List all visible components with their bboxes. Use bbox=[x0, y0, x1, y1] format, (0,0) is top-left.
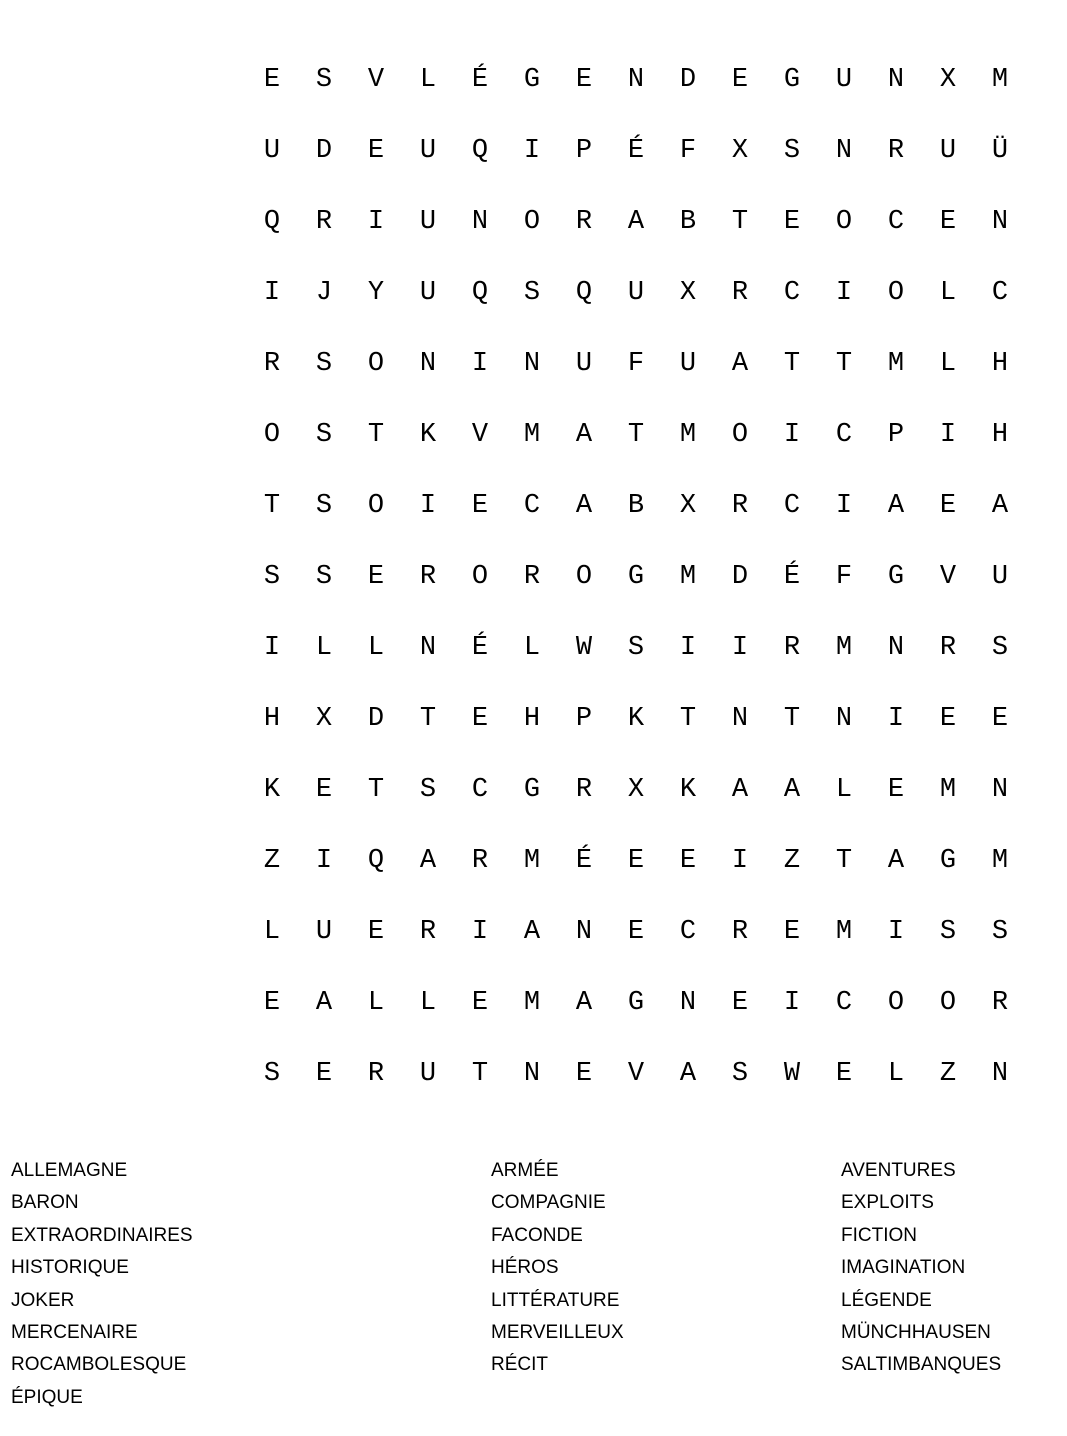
grid-letter[interactable]: R bbox=[731, 278, 749, 308]
grid-letter[interactable]: S bbox=[783, 136, 801, 166]
grid-letter[interactable]: E bbox=[627, 846, 645, 876]
grid-letter[interactable]: R bbox=[523, 562, 541, 592]
word-list bbox=[0, 1155, 1067, 1425]
grid-letter[interactable]: C bbox=[523, 491, 541, 521]
grid-letter[interactable]: L bbox=[263, 917, 281, 947]
grid-letter[interactable]: T bbox=[783, 349, 801, 379]
grid-letter[interactable]: S bbox=[315, 65, 333, 95]
grid-letter[interactable]: A bbox=[575, 491, 593, 521]
grid-letter[interactable]: N bbox=[835, 704, 853, 734]
grid-letter[interactable]: N bbox=[835, 136, 853, 166]
grid-letter[interactable]: L bbox=[523, 633, 541, 663]
grid-letter[interactable]: L bbox=[835, 775, 853, 805]
grid-letter[interactable]: T bbox=[679, 704, 697, 734]
grid-letter[interactable]: B bbox=[679, 207, 697, 237]
grid-letter[interactable]: K bbox=[263, 775, 281, 805]
grid-letter[interactable]: S bbox=[315, 420, 333, 450]
grid-letter[interactable]: U bbox=[419, 207, 437, 237]
grid-letter[interactable]: É bbox=[783, 562, 801, 592]
grid-letter[interactable]: M bbox=[835, 633, 853, 663]
grid-letter[interactable]: É bbox=[471, 65, 489, 95]
grid-letter[interactable]: E bbox=[471, 988, 489, 1018]
grid-letter[interactable]: S bbox=[523, 278, 541, 308]
grid-letter[interactable]: O bbox=[887, 278, 905, 308]
grid-letter[interactable]: F bbox=[627, 349, 645, 379]
grid-letter[interactable]: W bbox=[575, 633, 593, 663]
grid-letter[interactable]: N bbox=[575, 917, 593, 947]
grid-letter[interactable]: Q bbox=[575, 278, 593, 308]
grid-letter[interactable]: X bbox=[679, 278, 697, 308]
word-item: BARON bbox=[11, 1192, 79, 1213]
grid-letter[interactable]: E bbox=[315, 1059, 333, 1089]
word-item: JOKER bbox=[11, 1290, 75, 1311]
grid-letter[interactable]: Y bbox=[367, 278, 385, 308]
grid-letter[interactable]: G bbox=[783, 65, 801, 95]
grid-letter[interactable]: N bbox=[627, 65, 645, 95]
grid-letter[interactable]: M bbox=[679, 562, 697, 592]
grid-letter[interactable]: O bbox=[887, 988, 905, 1018]
grid-letter[interactable]: N bbox=[991, 775, 1009, 805]
grid-letter[interactable]: E bbox=[783, 207, 801, 237]
grid-letter[interactable]: I bbox=[523, 136, 541, 166]
grid-letter[interactable]: F bbox=[679, 136, 697, 166]
grid-letter[interactable]: R bbox=[315, 207, 333, 237]
word-item: COMPAGNIE bbox=[491, 1192, 606, 1213]
grid-letter[interactable]: S bbox=[731, 1059, 749, 1089]
grid-letter[interactable]: N bbox=[523, 1059, 541, 1089]
grid-letter[interactable]: T bbox=[367, 420, 385, 450]
grid-letter[interactable]: V bbox=[471, 420, 489, 450]
grid-letter[interactable]: E bbox=[367, 136, 385, 166]
grid-letter[interactable]: M bbox=[523, 846, 541, 876]
word-item: ÉPIQUE bbox=[11, 1387, 83, 1408]
grid-letter[interactable]: J bbox=[315, 278, 333, 308]
grid-letter[interactable]: L bbox=[939, 349, 957, 379]
grid-letter[interactable]: I bbox=[939, 420, 957, 450]
grid-letter[interactable]: Ü bbox=[991, 136, 1009, 166]
grid-letter[interactable]: Z bbox=[939, 1059, 957, 1089]
grid-letter[interactable]: A bbox=[731, 775, 749, 805]
grid-letter[interactable]: É bbox=[575, 846, 593, 876]
grid-letter[interactable]: X bbox=[679, 491, 697, 521]
grid-letter[interactable]: R bbox=[367, 1059, 385, 1089]
grid-letter[interactable]: Z bbox=[783, 846, 801, 876]
grid-letter[interactable]: E bbox=[991, 704, 1009, 734]
grid-letter[interactable]: U bbox=[627, 278, 645, 308]
grid-letter[interactable]: U bbox=[939, 136, 957, 166]
grid-letter[interactable]: U bbox=[419, 136, 437, 166]
word-item: ALLEMAGNE bbox=[11, 1160, 128, 1181]
grid-letter[interactable]: N bbox=[991, 1059, 1009, 1089]
grid-letter[interactable]: I bbox=[783, 988, 801, 1018]
grid-letter[interactable]: A bbox=[575, 420, 593, 450]
grid-letter[interactable]: O bbox=[367, 349, 385, 379]
grid-letter[interactable]: C bbox=[783, 491, 801, 521]
grid-letter[interactable]: A bbox=[627, 207, 645, 237]
grid-letter[interactable]: N bbox=[887, 65, 905, 95]
grid-letter[interactable]: K bbox=[679, 775, 697, 805]
grid-letter[interactable]: I bbox=[263, 278, 281, 308]
grid-letter[interactable]: O bbox=[263, 420, 281, 450]
grid-letter[interactable]: I bbox=[679, 633, 697, 663]
grid-letter[interactable]: V bbox=[939, 562, 957, 592]
grid-letter[interactable]: R bbox=[783, 633, 801, 663]
grid-letter[interactable]: T bbox=[471, 1059, 489, 1089]
grid-letter[interactable]: N bbox=[523, 349, 541, 379]
grid-letter[interactable]: P bbox=[887, 420, 905, 450]
grid-letter[interactable]: L bbox=[939, 278, 957, 308]
grid-letter[interactable]: A bbox=[731, 349, 749, 379]
grid-letter[interactable]: X bbox=[731, 136, 749, 166]
grid-letter[interactable]: Q bbox=[471, 278, 489, 308]
grid-letter[interactable]: T bbox=[367, 775, 385, 805]
grid-letter[interactable]: C bbox=[835, 420, 853, 450]
word-item: RÉCIT bbox=[491, 1354, 548, 1375]
grid-letter[interactable]: R bbox=[575, 775, 593, 805]
grid-letter[interactable]: A bbox=[679, 1059, 697, 1089]
grid-letter[interactable]: Q bbox=[471, 136, 489, 166]
grid-letter[interactable]: S bbox=[263, 1059, 281, 1089]
word-item: HÉROS bbox=[491, 1257, 559, 1278]
grid-letter[interactable]: I bbox=[315, 846, 333, 876]
grid-letter[interactable]: N bbox=[679, 988, 697, 1018]
grid-letter[interactable]: A bbox=[783, 775, 801, 805]
grid-letter[interactable]: G bbox=[523, 775, 541, 805]
grid-letter[interactable]: O bbox=[367, 491, 385, 521]
word-item: AVENTURES bbox=[841, 1160, 956, 1181]
grid-letter[interactable]: Q bbox=[367, 846, 385, 876]
word-item: IMAGINATION bbox=[841, 1257, 966, 1278]
grid-letter[interactable]: F bbox=[835, 562, 853, 592]
grid-letter[interactable]: E bbox=[835, 1059, 853, 1089]
grid-letter[interactable]: N bbox=[991, 207, 1009, 237]
grid-letter[interactable]: U bbox=[835, 65, 853, 95]
grid-letter[interactable]: E bbox=[367, 917, 385, 947]
grid-letter[interactable]: C bbox=[887, 207, 905, 237]
grid-letter[interactable]: E bbox=[939, 207, 957, 237]
grid-letter[interactable]: I bbox=[783, 420, 801, 450]
grid-letter[interactable]: U bbox=[315, 917, 333, 947]
grid-letter[interactable]: E bbox=[367, 562, 385, 592]
grid-letter[interactable]: N bbox=[731, 704, 749, 734]
grid-letter[interactable]: T bbox=[783, 704, 801, 734]
grid-letter[interactable]: O bbox=[471, 562, 489, 592]
grid-letter[interactable]: B bbox=[627, 491, 645, 521]
grid-letter[interactable]: H bbox=[991, 420, 1009, 450]
grid-letter[interactable]: É bbox=[627, 136, 645, 166]
word-item: EXPLOITS bbox=[841, 1192, 934, 1213]
grid-letter[interactable]: V bbox=[367, 65, 385, 95]
grid-letter[interactable]: L bbox=[315, 633, 333, 663]
grid-letter[interactable]: E bbox=[939, 704, 957, 734]
word-item: SALTIMBANQUES bbox=[841, 1354, 1002, 1375]
grid-letter[interactable]: U bbox=[679, 349, 697, 379]
grid-letter[interactable]: R bbox=[887, 136, 905, 166]
grid-letter[interactable]: R bbox=[263, 349, 281, 379]
grid-letter[interactable]: R bbox=[419, 562, 437, 592]
grid-letter[interactable]: D bbox=[679, 65, 697, 95]
grid-letter[interactable]: C bbox=[835, 988, 853, 1018]
grid-letter[interactable]: X bbox=[939, 65, 957, 95]
grid-letter[interactable]: I bbox=[887, 917, 905, 947]
grid-letter[interactable]: I bbox=[471, 917, 489, 947]
grid-letter[interactable]: W bbox=[783, 1059, 801, 1089]
grid-letter[interactable]: O bbox=[523, 207, 541, 237]
grid-letter[interactable]: T bbox=[835, 349, 853, 379]
word-item: MERCENAIRE bbox=[11, 1322, 138, 1343]
grid-letter[interactable]: I bbox=[419, 491, 437, 521]
grid-letter[interactable]: A bbox=[991, 491, 1009, 521]
grid-letter[interactable]: R bbox=[471, 846, 489, 876]
grid-letter[interactable]: K bbox=[627, 704, 645, 734]
grid-letter[interactable]: E bbox=[627, 917, 645, 947]
grid-letter[interactable]: I bbox=[835, 491, 853, 521]
grid-letter[interactable]: D bbox=[731, 562, 749, 592]
grid-letter[interactable]: S bbox=[991, 917, 1009, 947]
grid-letter[interactable]: N bbox=[419, 633, 437, 663]
grid-letter[interactable]: E bbox=[315, 775, 333, 805]
grid-letter[interactable]: R bbox=[939, 633, 957, 663]
grid-letter[interactable]: X bbox=[627, 775, 645, 805]
grid-letter[interactable]: R bbox=[991, 988, 1009, 1018]
grid-letter[interactable]: E bbox=[939, 491, 957, 521]
grid-letter[interactable]: U bbox=[575, 349, 593, 379]
grid-letter[interactable]: L bbox=[887, 1059, 905, 1089]
grid-letter[interactable]: M bbox=[523, 988, 541, 1018]
grid-letter[interactable]: R bbox=[731, 491, 749, 521]
grid-letter[interactable]: P bbox=[575, 704, 593, 734]
grid-letter[interactable]: E bbox=[679, 846, 697, 876]
grid-letter[interactable]: I bbox=[731, 633, 749, 663]
grid-letter[interactable]: N bbox=[887, 633, 905, 663]
grid-letter[interactable]: S bbox=[315, 562, 333, 592]
word-item: MÜNCHHAUSEN bbox=[841, 1322, 991, 1343]
grid-letter[interactable]: E bbox=[263, 65, 281, 95]
grid-letter[interactable]: I bbox=[471, 349, 489, 379]
letter-grid bbox=[246, 45, 1026, 1110]
grid-letter[interactable]: O bbox=[731, 420, 749, 450]
grid-letter[interactable]: E bbox=[471, 491, 489, 521]
grid-letter[interactable]: A bbox=[523, 917, 541, 947]
grid-letter[interactable]: H bbox=[991, 349, 1009, 379]
grid-letter[interactable]: U bbox=[419, 278, 437, 308]
word-item: FICTION bbox=[841, 1225, 917, 1246]
grid-letter[interactable]: S bbox=[991, 633, 1009, 663]
grid-letter[interactable]: H bbox=[263, 704, 281, 734]
grid-letter[interactable]: U bbox=[419, 1059, 437, 1089]
grid-letter[interactable]: I bbox=[731, 846, 749, 876]
grid-letter[interactable]: E bbox=[783, 917, 801, 947]
grid-letter[interactable]: C bbox=[991, 278, 1009, 308]
grid-letter[interactable]: G bbox=[523, 65, 541, 95]
word-item: MERVEILLEUX bbox=[491, 1322, 624, 1343]
grid-letter[interactable]: O bbox=[575, 562, 593, 592]
grid-letter[interactable]: L bbox=[367, 633, 385, 663]
grid-letter[interactable]: T bbox=[731, 207, 749, 237]
grid-letter[interactable]: C bbox=[471, 775, 489, 805]
word-item: LÉGENDE bbox=[841, 1290, 932, 1311]
grid-letter[interactable]: L bbox=[367, 988, 385, 1018]
grid-letter[interactable]: I bbox=[263, 633, 281, 663]
grid-letter[interactable]: S bbox=[419, 775, 437, 805]
grid-letter[interactable]: K bbox=[419, 420, 437, 450]
grid-letter[interactable]: A bbox=[419, 846, 437, 876]
grid-letter[interactable]: T bbox=[835, 846, 853, 876]
grid-letter[interactable]: R bbox=[575, 207, 593, 237]
grid-letter[interactable]: G bbox=[627, 988, 645, 1018]
grid-letter[interactable]: A bbox=[887, 846, 905, 876]
grid-letter[interactable]: Q bbox=[263, 207, 281, 237]
grid-letter[interactable]: S bbox=[939, 917, 957, 947]
grid-letter[interactable]: E bbox=[471, 704, 489, 734]
grid-letter[interactable]: R bbox=[731, 917, 749, 947]
grid-letter[interactable]: M bbox=[835, 917, 853, 947]
grid-letter[interactable]: G bbox=[627, 562, 645, 592]
grid-letter[interactable]: E bbox=[263, 988, 281, 1018]
grid-letter[interactable]: E bbox=[731, 65, 749, 95]
grid-letter[interactable]: S bbox=[315, 349, 333, 379]
grid-letter[interactable]: L bbox=[419, 988, 437, 1018]
grid-letter[interactable]: D bbox=[367, 704, 385, 734]
grid-letter[interactable]: V bbox=[627, 1059, 645, 1089]
word-item: FACONDE bbox=[491, 1225, 583, 1246]
grid-letter[interactable]: L bbox=[419, 65, 437, 95]
grid-letter[interactable]: M bbox=[523, 420, 541, 450]
grid-letter[interactable]: S bbox=[263, 562, 281, 592]
grid-letter[interactable]: I bbox=[835, 278, 853, 308]
grid-letter[interactable]: A bbox=[575, 988, 593, 1018]
grid-letter[interactable]: H bbox=[523, 704, 541, 734]
grid-letter[interactable]: C bbox=[783, 278, 801, 308]
grid-letter[interactable]: U bbox=[263, 136, 281, 166]
grid-letter[interactable]: M bbox=[887, 349, 905, 379]
grid-letter[interactable]: E bbox=[575, 1059, 593, 1089]
grid-letter[interactable]: D bbox=[315, 136, 333, 166]
word-item: HISTORIQUE bbox=[11, 1257, 129, 1278]
word-item: ROCAMBOLESQUE bbox=[11, 1354, 187, 1375]
grid-letter[interactable]: O bbox=[939, 988, 957, 1018]
word-item: ARMÉE bbox=[491, 1160, 559, 1181]
grid-letter[interactable]: U bbox=[991, 562, 1009, 592]
grid-letter[interactable]: A bbox=[315, 988, 333, 1018]
grid-letter[interactable]: N bbox=[471, 207, 489, 237]
grid-letter[interactable]: C bbox=[679, 917, 697, 947]
grid-letter[interactable]: M bbox=[991, 65, 1009, 95]
grid-letter[interactable]: X bbox=[315, 704, 333, 734]
grid-letter[interactable]: E bbox=[731, 988, 749, 1018]
grid-letter[interactable]: S bbox=[627, 633, 645, 663]
grid-letter[interactable]: T bbox=[263, 491, 281, 521]
grid-letter[interactable]: M bbox=[939, 775, 957, 805]
grid-letter[interactable]: N bbox=[419, 349, 437, 379]
grid-letter[interactable]: G bbox=[939, 846, 957, 876]
grid-letter[interactable]: M bbox=[679, 420, 697, 450]
grid-letter[interactable]: G bbox=[887, 562, 905, 592]
grid-letter[interactable]: E bbox=[887, 775, 905, 805]
word-item: EXTRAORDINAIRES bbox=[11, 1225, 193, 1246]
grid-letter[interactable]: T bbox=[627, 420, 645, 450]
grid-letter[interactable]: M bbox=[991, 846, 1009, 876]
grid-letter[interactable]: T bbox=[419, 704, 437, 734]
grid-letter[interactable]: I bbox=[367, 207, 385, 237]
word-item: LITTÉRATURE bbox=[491, 1290, 620, 1311]
grid-letter[interactable]: O bbox=[835, 207, 853, 237]
grid-letter[interactable]: I bbox=[887, 704, 905, 734]
grid-letter[interactable]: É bbox=[471, 633, 489, 663]
grid-letter[interactable]: R bbox=[419, 917, 437, 947]
grid-letter[interactable]: A bbox=[887, 491, 905, 521]
grid-letter[interactable]: E bbox=[575, 65, 593, 95]
grid-letter[interactable]: P bbox=[575, 136, 593, 166]
grid-letter[interactable]: S bbox=[315, 491, 333, 521]
grid-letter[interactable]: Z bbox=[263, 846, 281, 876]
